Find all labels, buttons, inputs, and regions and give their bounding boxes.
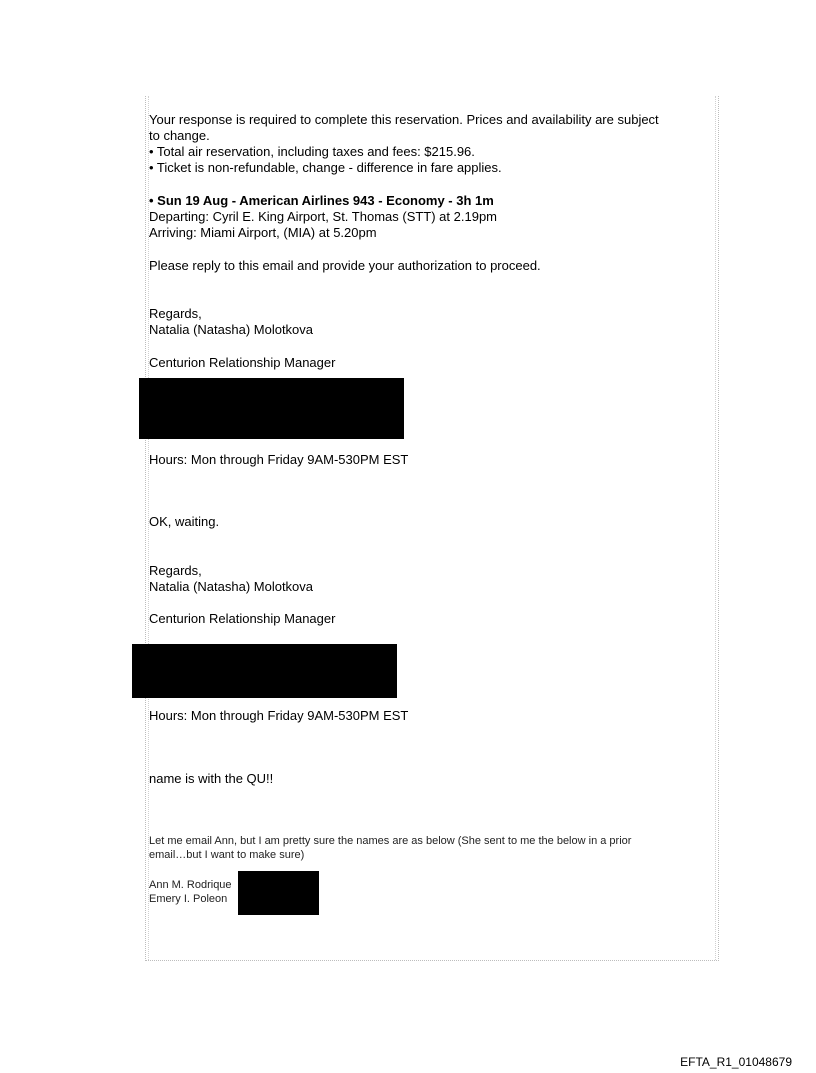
- redaction-block: [139, 378, 404, 439]
- signature-title: Centurion Relationship Manager: [149, 611, 336, 626]
- passenger-name: Ann M. Rodrique: [149, 879, 232, 891]
- reply-request: Please reply to this email and provide your authorization to proceed.: [149, 258, 541, 273]
- passenger-name: Emery I. Poleon: [149, 893, 228, 905]
- redaction-block: [132, 644, 397, 698]
- signature-hours: Hours: Mon through Friday 9AM-530PM EST: [149, 708, 409, 723]
- signature-name: Natalia (Natasha) Molotkova: [149, 322, 314, 337]
- signature-regards: Regards,: [149, 563, 202, 578]
- signature-hours: Hours: Mon through Friday 9AM-530PM EST: [149, 452, 409, 467]
- reply-ok: OK, waiting.: [149, 514, 220, 529]
- flight-heading: • Sun 19 Aug - American Airlines 943 - Economy - 3h 1m: [149, 193, 494, 208]
- departing-info: Departing: Cyril E. King Airport, St. Thomas (STT) at 2.19pm: [149, 209, 497, 224]
- arriving-info: Arriving: Miami Airport, (MIA) at 5.20pm: [149, 225, 377, 240]
- signature-name: Natalia (Natasha) Molotkova: [149, 579, 314, 594]
- ticket-policy-bullet: • Ticket is non-refundable, change - difference in fare applies.: [149, 160, 502, 175]
- signature-regards: Regards,: [149, 306, 202, 321]
- document-id: EFTA_R1_01048679: [680, 1055, 792, 1069]
- redaction-block: [238, 871, 319, 915]
- fare-total-bullet: • Total air reservation, including taxes and fees: $215.96.: [149, 144, 475, 159]
- reply-name: name is with the QU!!: [149, 771, 274, 786]
- note-line: Let me email Ann, but I am pretty sure the names are as below (She sent to me the below in a prior: [149, 835, 632, 847]
- intro-line-continued: to change.: [149, 128, 210, 143]
- signature-title: Centurion Relationship Manager: [149, 355, 336, 370]
- intro-line: Your response is required to complete this reservation. Prices and availability are subject: [149, 112, 659, 127]
- note-line-continued: email…but I want to make sure): [149, 849, 305, 861]
